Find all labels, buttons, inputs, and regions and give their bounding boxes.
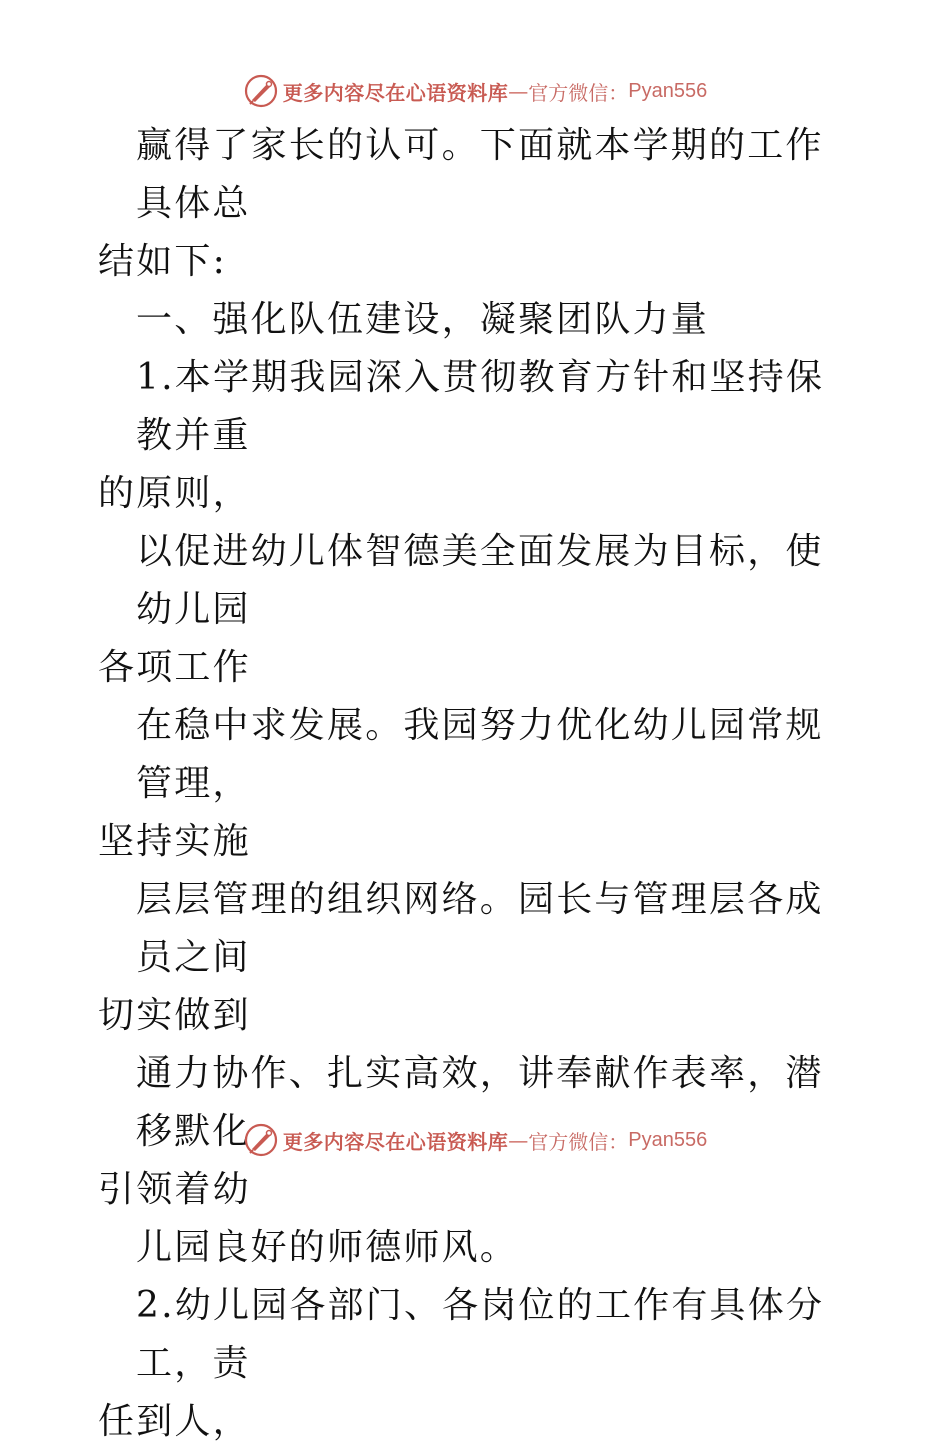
text-line: 1.本学期我园深入贯彻教育方针和坚持保教并重	[136, 357, 825, 456]
text-line: 引领着幼	[98, 1169, 251, 1210]
quill-logo-icon	[243, 73, 279, 109]
banner-wechat-label: 官方微信：	[528, 80, 629, 105]
banner-text: 更多内容尽在心语资料库	[282, 1129, 509, 1154]
banner-wechat-id: Pyan556	[628, 79, 708, 102]
footer-banner	[0, 1120, 950, 1160]
banner-dash: —	[508, 79, 529, 103]
banner-dash: —	[508, 1128, 529, 1152]
text-line: 通力协作、扎实高效，讲奉献作表率，潜移默化	[136, 1053, 824, 1152]
header-banner	[0, 71, 950, 111]
text-line: 结如下:	[98, 241, 227, 282]
text-line: 2.幼儿园各部门、各岗位的工作有具体分工，责	[136, 1285, 825, 1384]
text-line: 层层管理的组织网络。园长与管理层各成员之间	[136, 879, 824, 978]
text-line: 切实做到	[98, 995, 251, 1036]
text-line: 以促进幼儿体智德美全面发展为目标，使幼儿园	[136, 531, 824, 630]
banner-wechat-id: Pyan556	[628, 1128, 708, 1151]
banner-text: 更多内容尽在心语资料库	[282, 80, 509, 105]
text-line: 儿园良好的师德师风。	[136, 1227, 519, 1268]
section-heading: 一、强化队伍建设，凝聚团队力量	[136, 299, 710, 340]
quill-logo-icon	[243, 1122, 279, 1158]
text-line: 赢得了家长的认可。下面就本学期的工作具体总	[136, 125, 824, 224]
text-line: 的原则，	[98, 473, 251, 514]
text-line: 坚持实施	[98, 821, 251, 862]
document-body	[98, 117, 858, 1451]
banner-wechat-label: 官方微信：	[528, 1129, 629, 1154]
text-line: 任到人，	[98, 1401, 251, 1442]
text-line: 在稳中求发展。我园努力优化幼儿园常规管理，	[136, 705, 824, 804]
text-line: 各项工作	[98, 647, 251, 688]
